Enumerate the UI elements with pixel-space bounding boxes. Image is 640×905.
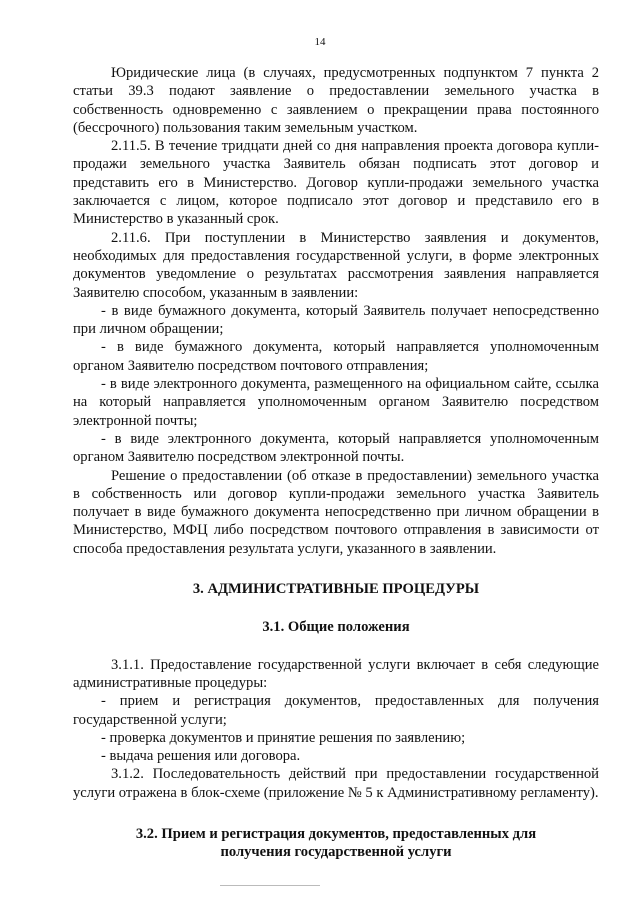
paragraph: Юридические лица (в случаях, предусмотренных подпунктом 7 пункта 2 статьи 39.3 подают заявление о предоставлении земельного участка в собственность одновременно с заявлением о прекращении права постоянного (бессрочного) пользования таким земельным участком. [73,65,599,136]
page-number: 14 [314,36,326,48]
section-2-11-paragraphs [73,64,599,558]
list-item: - проверка документов и принятие решения по заявлению; [101,729,466,746]
document-body [73,64,599,881]
paragraph: 3.1.1. Предоставление государственной услуги включает в себя следующие административные процедуры: [73,656,599,691]
section-heading: 3. АДМИНИСТРАТИВНЫЕ ПРОЦЕДУРЫ [192,581,480,598]
paragraph: 2.11.5. В течение тридцати дней со дня направления проекта договора купли-продажи земельного участка Заявитель обязан подписать этот договор и представить его в Министерство. Договор купли-продажи земельного участка заключается с лицом, которое подписало этот договор и представило его в Министерство в указанный срок. [73,138,599,228]
footer-rule [220,885,320,886]
list-item: - прием и регистрация документов, предоставленных для получения государственной услуги; [73,693,599,728]
paragraph: 2.11.6. При поступлении в Министерство заявления и документов, необходимых для предоставления государственной услуги, в форме электронных документов уведомление о результатах рассмотрения заявления направляется Заявителю способом, указанным в заявлении: [73,229,599,301]
list-item: - в виде бумажного документа, который Заявитель получает непосредственно при личном обращении; [73,302,599,338]
paragraph: 3.1.2. Последовательность действий при предоставлении государственной услуги отражена в блок-схеме (приложение № 5 к Административному регламенту). [73,766,599,801]
subsection-3-1-heading: 3.1. Общие положения [262,619,410,636]
list-item: - в виде бумажного документа, который направляется уполномоченным органом Заявителю посредством почтового отправления; [73,339,599,374]
list-item: - в виде электронного документа, размещенного на официальном сайте, ссылка на который направляется уполномоченным органом Заявителю посредством электронной почты; [73,376,599,429]
subsection-3-2-heading: 3.2. Прием и регистрация документов, предоставленных для получения государственной услуги [135,825,537,861]
subsection-3-1-paragraphs [73,656,599,802]
paragraph: Решение о предоставлении (об отказе в предоставлении) земельного участка в собственность или договор купли-продажи земельного участка Заявитель получает в виде бумажного документа непосредственно при личном обращении в Министерство, МФЦ либо посредством почтового отправления в зависимости от способа предоставления результата услуги, указанного в заявлении. [73,467,599,557]
list-item: - в виде электронного документа, который направляется уполномоченным органом Заявителю посредством электронной почты. [73,430,599,466]
list-item: - выдача решения или договора. [101,748,301,765]
